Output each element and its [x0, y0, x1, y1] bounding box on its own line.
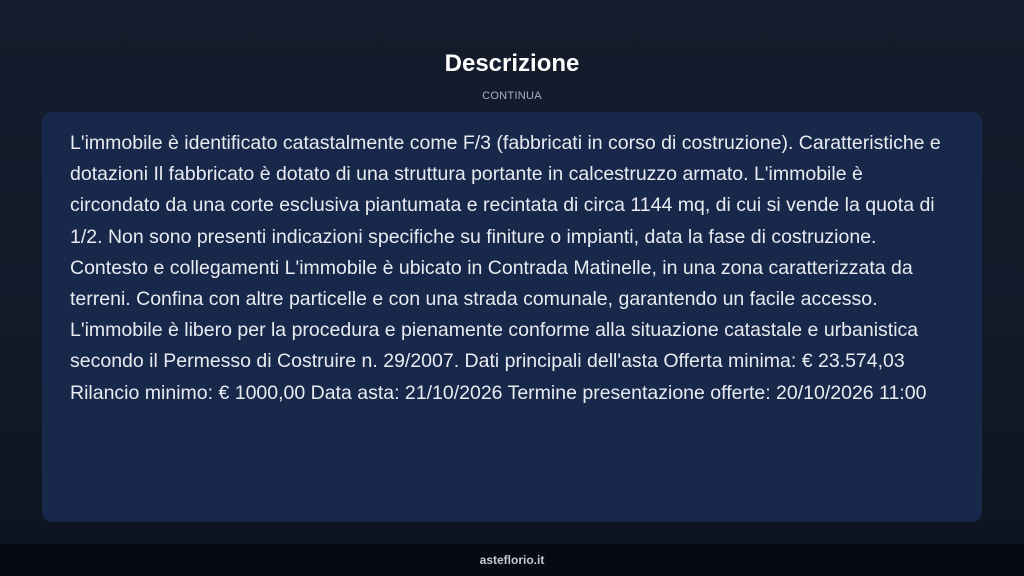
description-card: [42, 112, 982, 522]
footer-bar: [0, 544, 1024, 576]
page-subtitle: CONTINUA: [482, 90, 542, 102]
page-title: Descrizione: [444, 50, 580, 77]
footer-domain: asteflorio.it: [479, 553, 545, 567]
description-text: L'immobile è identificato catastalmente come F/3 (fabbricati in corso di costruzione). Caratteristiche e dotazioni Il fabbricato è dotato di una struttura portante in calcestruzzo armato. L'immobile è circondato da una corte esclusiva piantumata e recintata di circa 1144 mq, di cui si vende la quota di 1/2. Non sono presenti indicazioni specifiche su finiture o impianti, data la fase di costruzione. Contesto e collegamenti L'immobile è ubicato in Contrada Matinelle, in una zona caratterizzata da terreni. Confina con altre particelle e con una strada comunale, garantendo un facile accesso. L'immobile è libero per la procedura e pienamente conforme alla situazione catastale e urbanistica secondo il Permesso di Costruire n. 29/2007. Dati principali dell'asta Offerta minima: € 23.574,03 Rilancio minimo: € 1000,00 Data asta: 21/10/2026 Termine presentazione offerte: 20/10/2026 11:00: [70, 132, 941, 404]
